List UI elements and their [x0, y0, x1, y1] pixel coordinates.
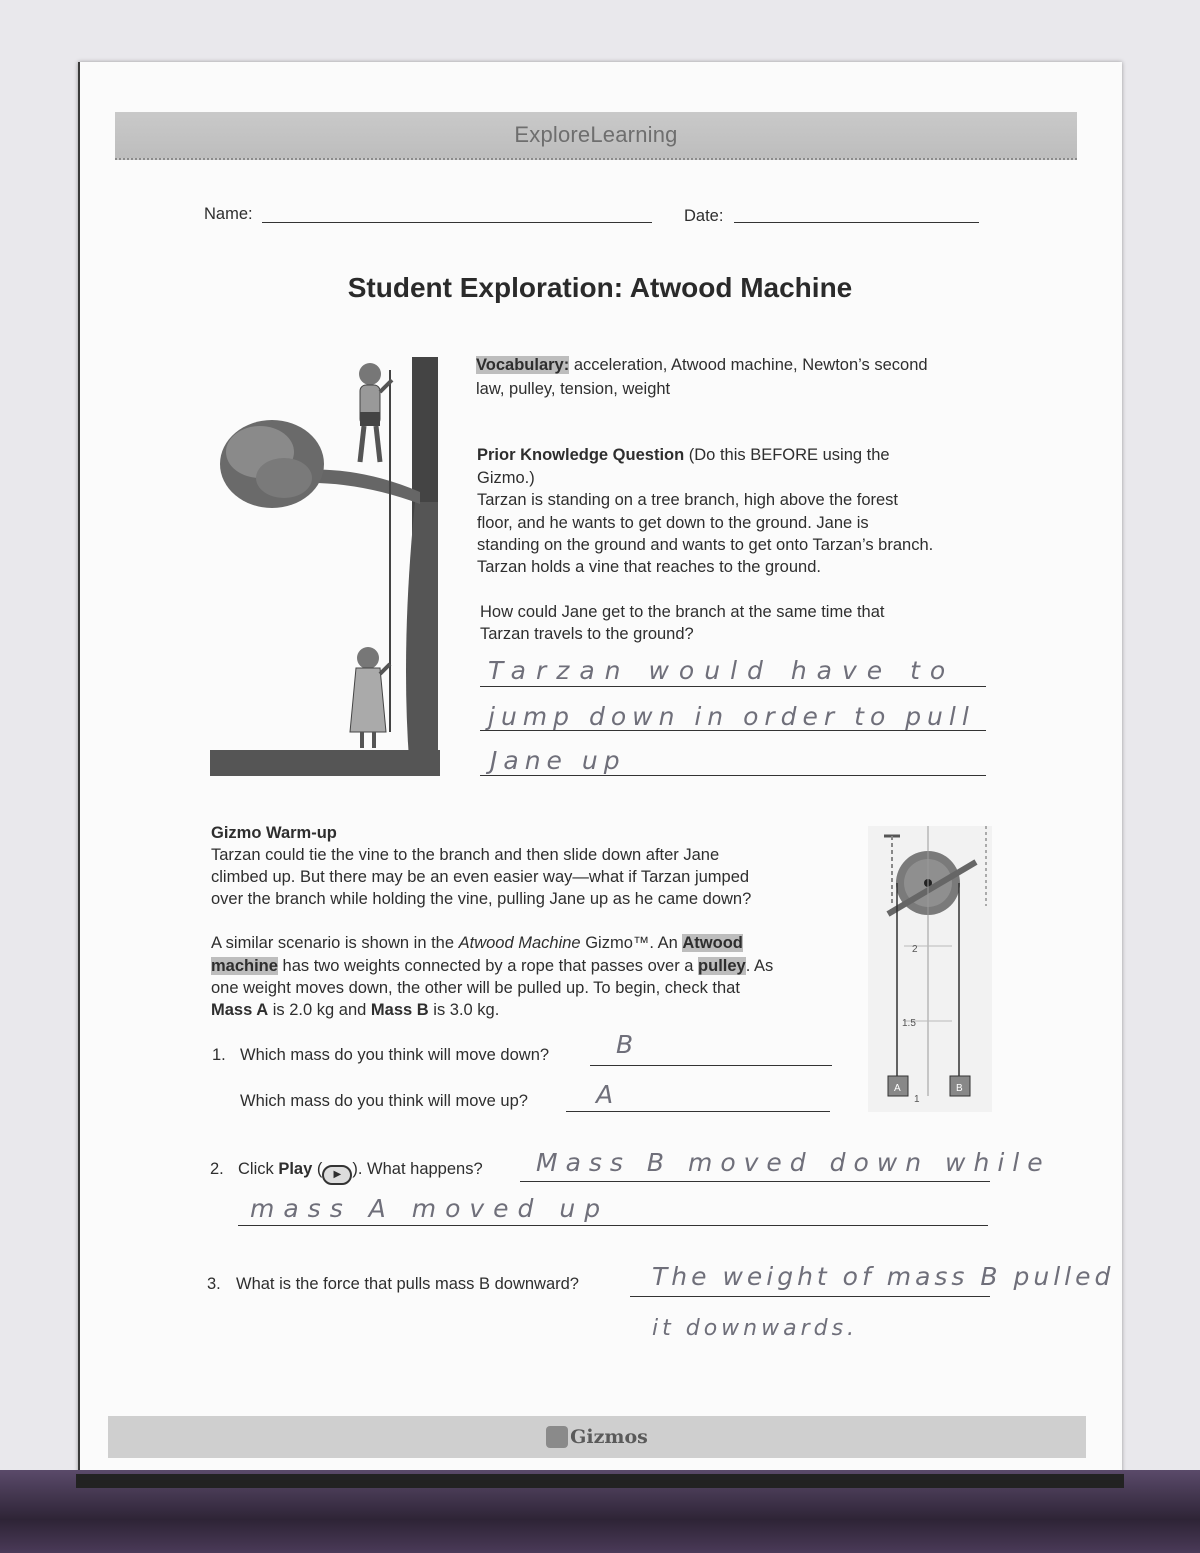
header-banner: [115, 112, 1077, 160]
question-1-answer-line[interactable]: [590, 1065, 832, 1066]
question-3-handwriting: it downwards.: [652, 1316, 859, 1341]
atwood-machine-diagram: [868, 826, 992, 1112]
question-2-answer-line-2[interactable]: [238, 1225, 988, 1226]
prior-answer-handwriting: Tarzan would have to: [488, 656, 956, 685]
diagram-tick-label: 1: [914, 1094, 920, 1105]
question-2-text: Click Play ( ▶ ). What happens?: [238, 1158, 483, 1185]
warmup-description-line-2: machine has two weights connected by a rope that passes over a pulley. As: [211, 957, 774, 975]
question-3-number: 3.: [207, 1275, 221, 1293]
tarzan-jane-illustration: [210, 352, 442, 780]
date-label: Date:: [684, 207, 724, 225]
question-1b-text: Which mass do you think will move up?: [240, 1092, 528, 1110]
warmup-heading: Gizmo Warm-up: [211, 824, 337, 842]
warmup-paragraph-line: Tarzan could tie the vine to the branch and then slide down after Jane: [211, 846, 720, 864]
warmup-paragraph-line: over the branch while holding the vine, pulling Jane up as he came down?: [211, 890, 752, 908]
atwood-term: Atwood: [682, 934, 743, 952]
mass-b-label: B: [956, 1083, 963, 1094]
footer-brand: Gizmos: [570, 1426, 648, 1448]
warmup-description-line-4: Mass A is 2.0 kg and Mass B is 3.0 kg.: [211, 1001, 500, 1019]
warmup-description-line-3: one weight moves down, the other will be pulled up. To begin, check that: [211, 979, 740, 997]
footer-banner: [108, 1416, 1086, 1458]
prior-paragraph-line: Tarzan is standing on a tree branch, high above the forest: [477, 491, 899, 509]
warmup-paragraph-line: climbed up. But there may be an even easier way—what if Tarzan jumped: [211, 868, 750, 886]
prior-answer-line-3[interactable]: [480, 775, 986, 776]
machine-term: machine: [211, 957, 278, 975]
page-title: Student Exploration: Atwood Machine: [347, 272, 853, 303]
gizmos-logo-icon: [546, 1426, 568, 1448]
warmup-description-line-1: A similar scenario is shown in the Atwood Machine Gizmo™. An Atwood: [211, 934, 743, 952]
question-2-handwriting: mass A moved up: [250, 1194, 610, 1223]
prior-heading-note: Gizmo.): [477, 469, 535, 487]
diagram-tick-label: 1.5: [902, 1018, 916, 1029]
page-edge: [76, 1474, 1124, 1488]
vocabulary-line-1: Vocabulary: acceleration, Atwood machine, Newton’s second: [476, 356, 928, 374]
question-1b-handwriting: A: [596, 1080, 620, 1109]
prior-heading: Prior Knowledge Question: [477, 446, 685, 464]
brand-logo: ExploreLearning: [514, 122, 678, 147]
diagram-tick-label: 2: [912, 944, 918, 955]
prior-paragraph-line: Tarzan holds a vine that reaches to the ground.: [477, 558, 821, 576]
pulley-term: pulley: [698, 957, 746, 975]
question-3-text: What is the force that pulls mass B downward?: [236, 1275, 579, 1293]
name-field[interactable]: [262, 222, 652, 223]
question-3-answer-line[interactable]: [630, 1296, 990, 1297]
question-3-handwriting: The weight of mass B pulled: [652, 1262, 1115, 1291]
question-1-handwriting: B: [616, 1030, 640, 1059]
question-2-answer-line-1[interactable]: [520, 1181, 990, 1182]
question-2-handwriting: Mass B moved down while: [536, 1148, 1051, 1177]
date-field[interactable]: [734, 222, 979, 223]
question-2-number: 2.: [210, 1160, 224, 1178]
vocabulary-line-2: law, pulley, tension, weight: [476, 380, 671, 398]
play-icon[interactable]: ▶: [322, 1165, 352, 1185]
question-1-number: 1.: [212, 1046, 226, 1064]
prior-heading-line: Prior Knowledge Question (Do this BEFORE using the: [477, 446, 890, 464]
mass-a-label: A: [894, 1083, 901, 1094]
prior-paragraph-line: floor, and he wants to get down to the ground. Jane is: [477, 514, 869, 532]
vocabulary-label: Vocabulary:: [476, 356, 570, 374]
name-label: Name:: [204, 205, 253, 223]
prior-answer-handwriting: Jane up: [490, 746, 626, 775]
prior-question-line: Tarzan travels to the ground?: [480, 625, 694, 643]
prior-answer-line-1[interactable]: [480, 686, 986, 687]
prior-paragraph-line: standing on the ground and wants to get onto Tarzan’s branch.: [477, 536, 934, 554]
prior-answer-handwriting: jump down in order to pull: [488, 702, 975, 731]
question-1b-answer-line[interactable]: [566, 1111, 830, 1112]
prior-question-line: How could Jane get to the branch at the same time that: [480, 603, 885, 621]
question-1-text: Which mass do you think will move down?: [240, 1046, 550, 1064]
